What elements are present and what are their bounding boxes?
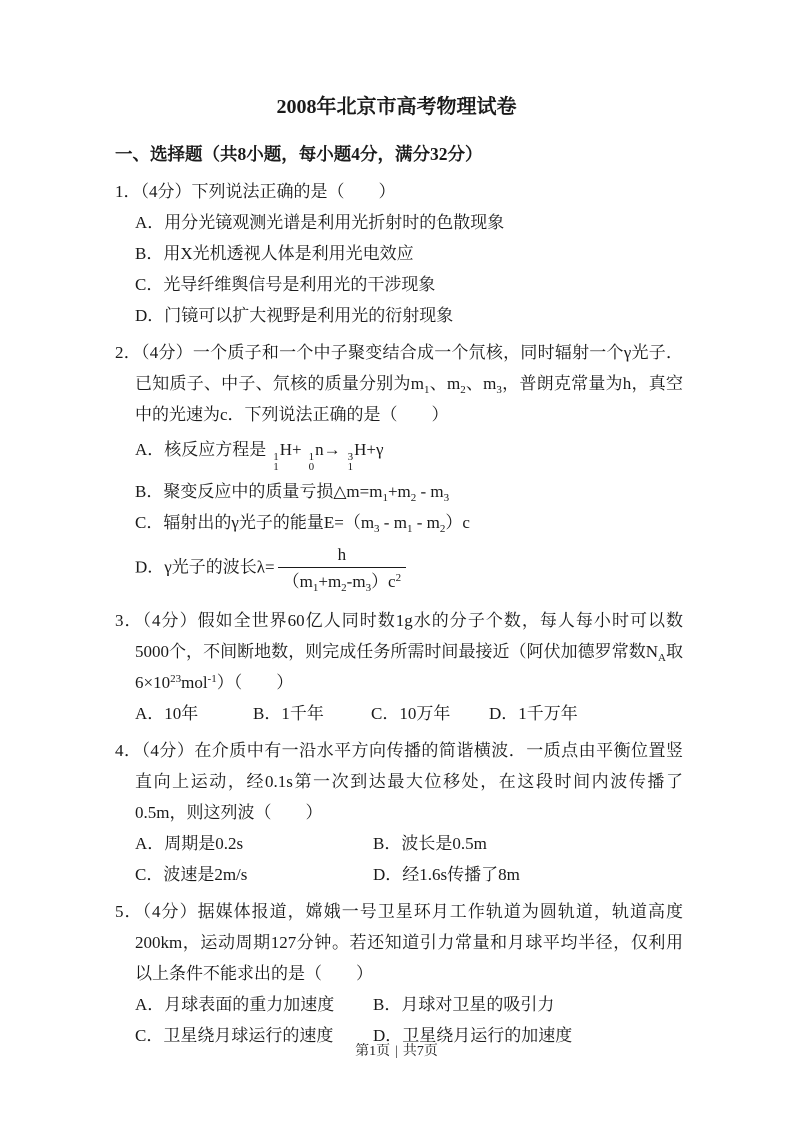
- footer-page-total: 共7页: [402, 1044, 438, 1059]
- question-4-option-d: D．经1.6s传播了8m: [373, 865, 520, 884]
- question-1-option-d: D．门镜可以扩大视野是利用光的衍射现象: [135, 306, 454, 325]
- nuclide-notation: 3 1: [347, 451, 354, 473]
- question-3-options: [135, 698, 683, 729]
- question-2-option-d: [135, 538, 683, 599]
- fraction-numerator: h: [278, 544, 406, 568]
- question-5-option-b: B．月球对卫星的吸引力: [373, 995, 555, 1014]
- page-title: 2008年北京市高考物理试卷: [276, 96, 517, 118]
- question-5: [115, 896, 683, 1051]
- question-2-options: [115, 430, 683, 599]
- question-5-option-d: D．卫星绕月运行的加速度: [373, 1026, 573, 1045]
- fraction: [278, 544, 406, 593]
- question-5-stem: 5．（4分）据媒体报道，嫦娥一号卫星环月工作轨道为圆轨道，轨道高度200km，运动周期127分钟。若还知道引力常量和月球平均半径，仅利用以上条件不能求出的是（ ）: [115, 902, 683, 983]
- question-3-option-a: A．10年: [135, 704, 199, 723]
- fraction-denominator: $(m_1+m_2-m_3)c^2$: [282, 572, 402, 594]
- question-5-option-c: C．卫星绕月球运行的速度: [135, 1026, 334, 1045]
- question-1-stem: 1．（4分）下列说法正确的是（ ）: [115, 182, 396, 201]
- question-1: [115, 176, 683, 331]
- question-3-stem: 3．（4分）假如全世界60亿人同时数1g水的分子个数，每人每小时可以数5000个，不间断地数，则完成任务所需时间最接近（阿伏加德罗常数$N_A$取$6\times 10^{23}mol^{-1}$）（ ）: [115, 611, 683, 692]
- question-1-options: [115, 207, 683, 331]
- question-3-option-d: D．1千万年: [489, 704, 578, 723]
- question-2: [115, 337, 683, 599]
- question-2-option-d-lead: D．γ光子的波长λ=: [135, 557, 275, 577]
- question-4-option-a: A．周期是0.2s: [135, 834, 244, 853]
- question-4-option-b: B．波长是0.5m: [373, 834, 487, 853]
- question-4: [115, 735, 683, 890]
- question-2-stem: 2．（4分）一个质子和一个中子聚变结合成一个氘核，同时辐射一个γ光子．已知质子、中子、氘核的质量分别为$m_1$、$m_2$、$m_3$，普朗克常量为h，真空中的光速为c．下列说法正确的是（ ）: [115, 343, 683, 424]
- question-1-option-c: C．光导纤维舆信号是利用光的干涉现象: [135, 275, 436, 294]
- question-4-options-row-2: [135, 859, 683, 890]
- question-5-options-row-1: [135, 989, 683, 1020]
- question-2-option-c: C．辐射出的γ光子的能量$E=(m_3 - m_1 - m_2)c$: [135, 513, 470, 535]
- nuclide-notation: 1 0: [308, 451, 315, 473]
- question-4-stem: 4．（4分）在介质中有一沿水平方向传播的简谐横波．一质点由平衡位置竖直向上运动，经0.1s第一次到达最大位移处，在这段时间内波传播了0.5m，则这列波（ ）: [115, 741, 683, 822]
- footer-separator: |: [395, 1044, 398, 1059]
- section-heading: 一、选择题（共8小题，每小题4分，满分32分）: [115, 144, 483, 164]
- question-1-option-b: B．用X光机透视人体是利用光电效应: [135, 244, 414, 263]
- question-2-option-b: B．聚变反应中的质量亏损$\triangle m=m_1+m_2 - m_3$: [135, 482, 450, 504]
- question-3-option-b: B．1千年: [253, 704, 324, 723]
- footer-page-number: 第1页: [355, 1044, 391, 1059]
- question-4-options-row-1: [135, 828, 683, 859]
- question-3: [115, 605, 683, 729]
- question-3-option-c: C．10万年: [371, 704, 451, 723]
- question-1-option-a: A．用分光镜观测光谱是利用光折射时的色散现象: [135, 213, 505, 232]
- question-4-option-c: C．波速是2m/s: [135, 865, 248, 884]
- nuclide-notation: 1 1: [273, 451, 279, 473]
- question-2-option-a: A．核反应方程是 1 1 H+ 1 0 n→ 3 1 H+γ: [135, 440, 384, 473]
- question-5-option-a: A．月球表面的重力加速度: [135, 995, 335, 1014]
- page-footer: [0, 1042, 793, 1062]
